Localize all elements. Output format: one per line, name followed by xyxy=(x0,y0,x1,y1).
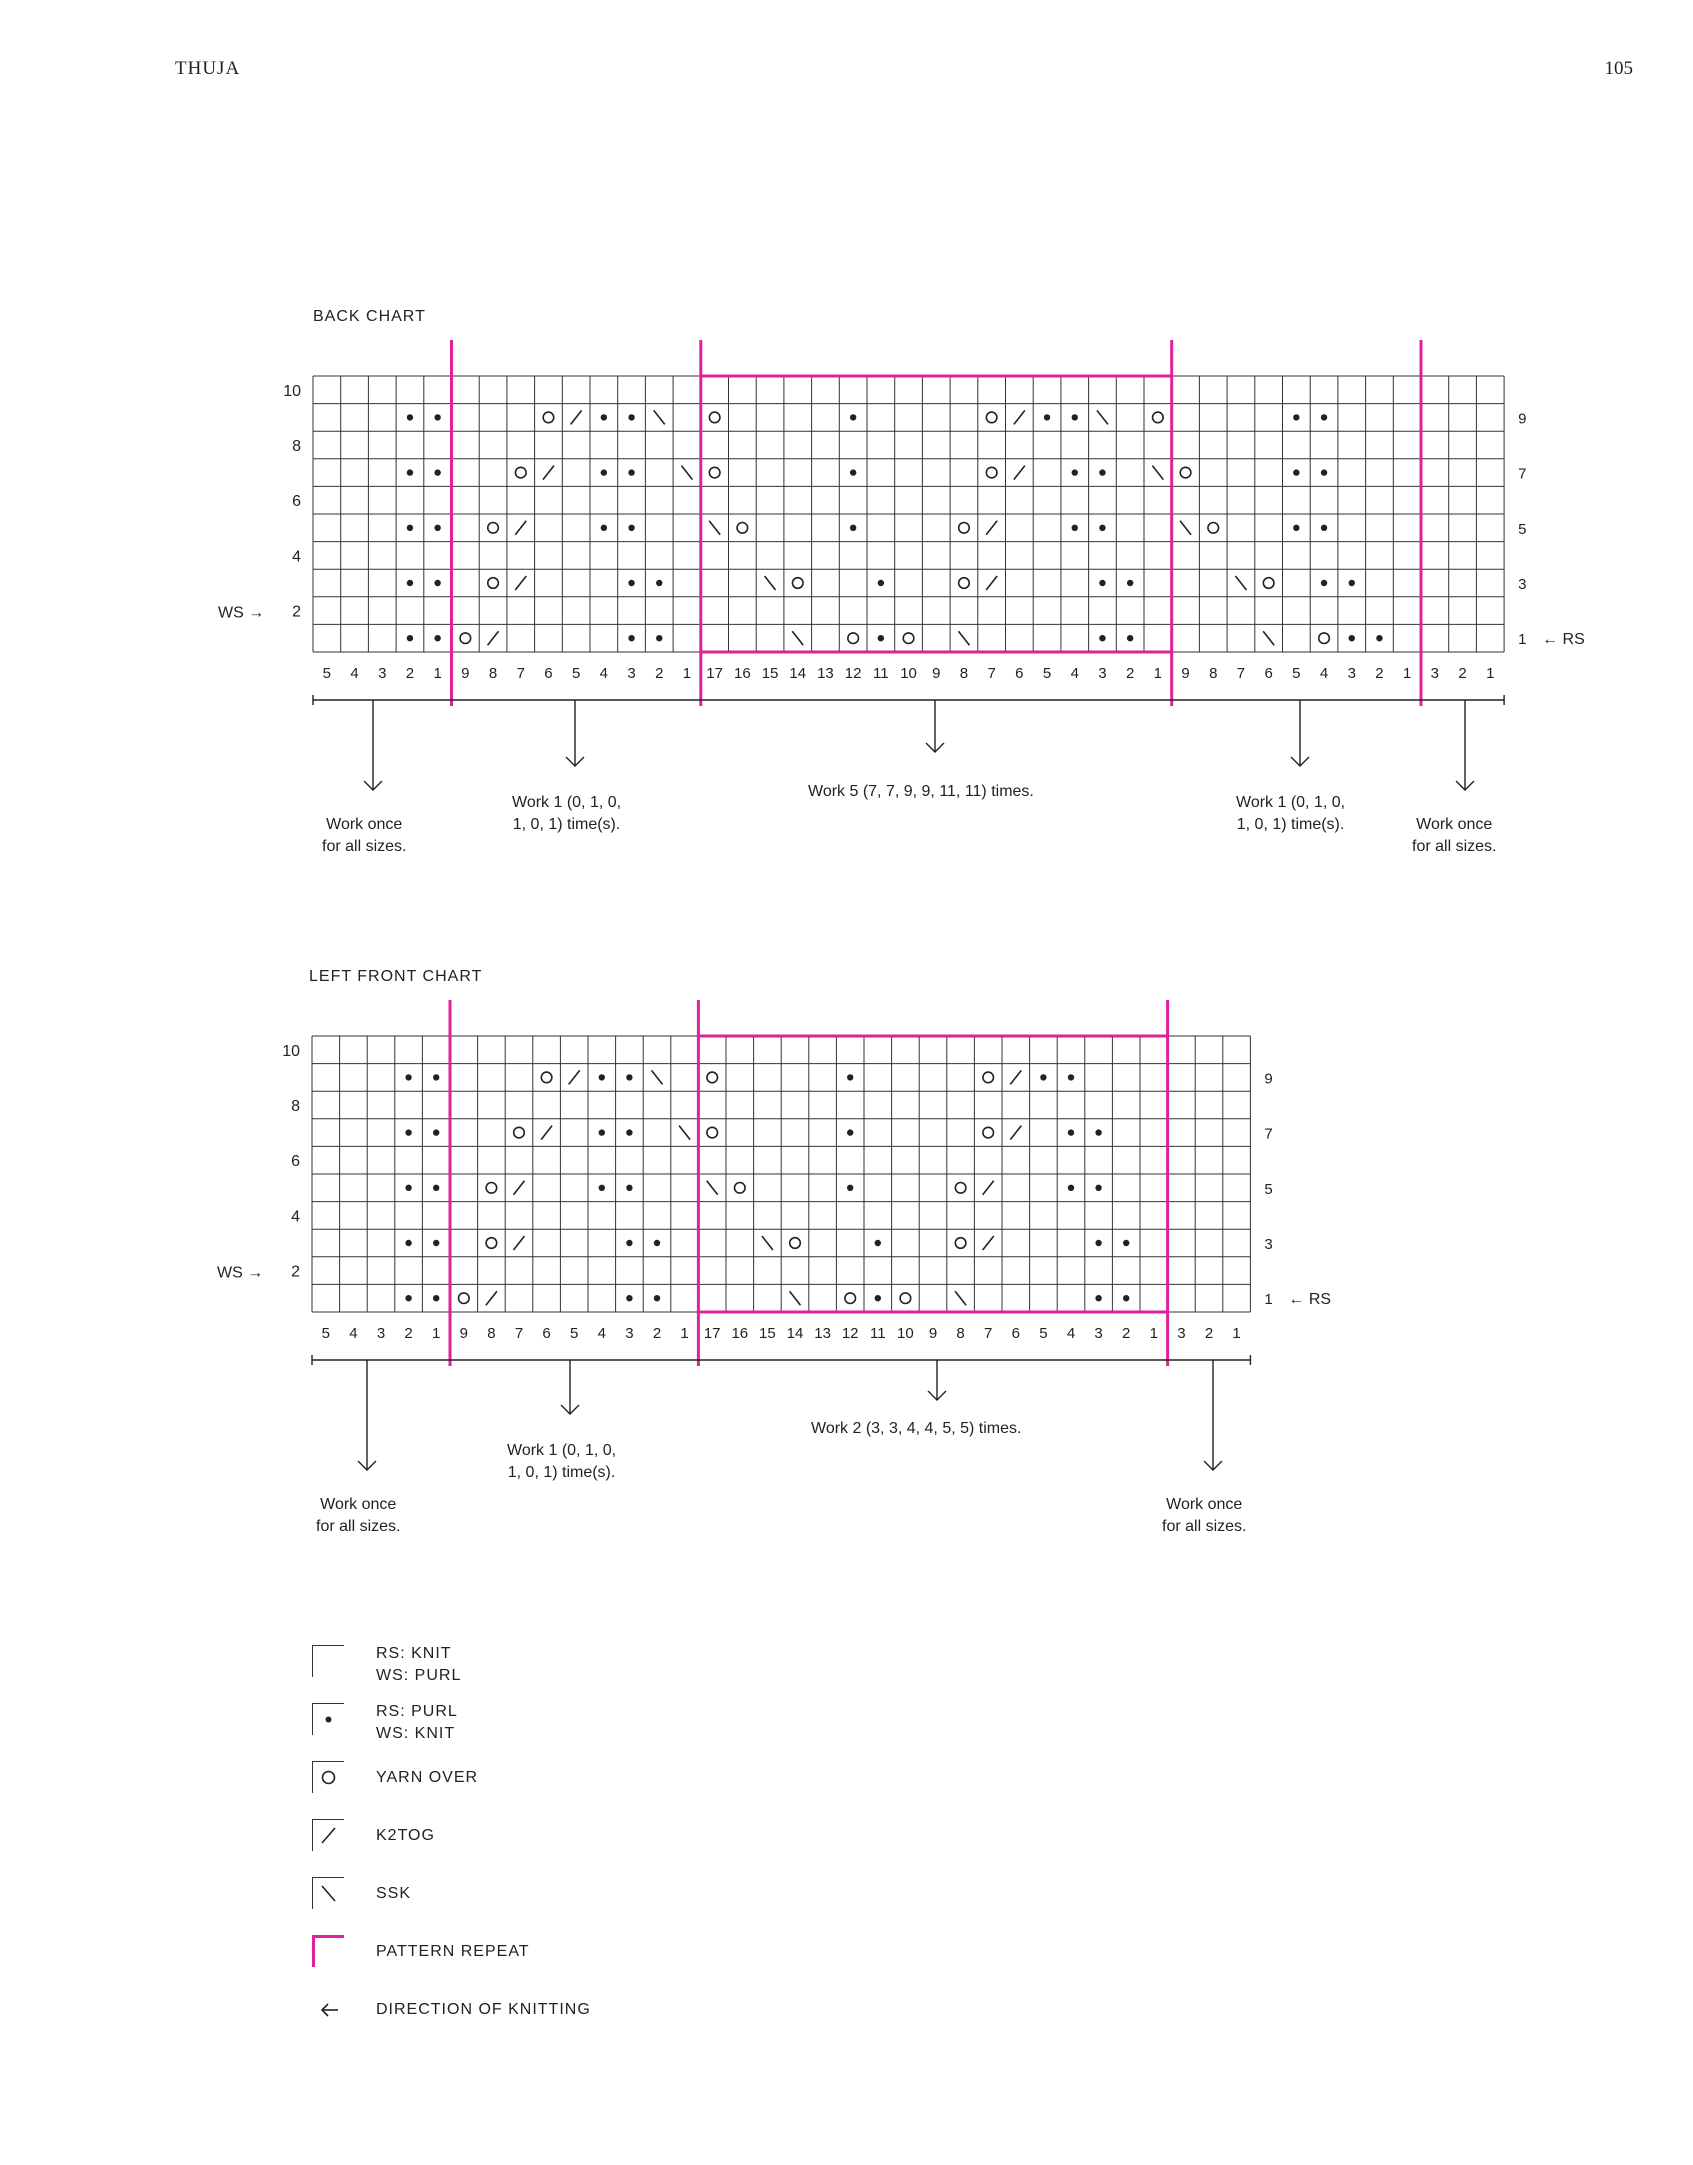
purl-stitch xyxy=(626,1129,632,1135)
purl-stitch xyxy=(1095,1240,1101,1246)
column-number: 4 xyxy=(597,1325,606,1342)
column-number: 1 xyxy=(1153,665,1163,682)
yarn-over-stitch xyxy=(486,1183,497,1194)
yarn-over-stitch xyxy=(792,578,803,589)
column-number: 3 xyxy=(625,1325,634,1342)
row-number: 4 xyxy=(292,548,301,566)
column-number: 9 xyxy=(1181,665,1190,682)
purl-stitch xyxy=(1099,580,1105,586)
back-note-right-panel: Work 1 (0, 1, 0, 1, 0, 1) time(s). xyxy=(1236,794,1346,833)
book-title: THUJA xyxy=(175,58,241,79)
purl-stitch xyxy=(434,414,440,420)
arrow-left-icon xyxy=(312,1993,344,2025)
ws-direction-label: WS → xyxy=(217,1264,264,1282)
column-number: 10 xyxy=(897,1325,914,1342)
purl-stitch xyxy=(1321,469,1327,475)
yarn-over-stitch xyxy=(459,1293,470,1304)
rs-direction-label: ← RS xyxy=(1542,631,1585,649)
column-number: 11 xyxy=(870,1325,886,1342)
column-number: 8 xyxy=(488,665,498,682)
yarn-over-stitch xyxy=(903,633,914,644)
purl-stitch xyxy=(654,1295,660,1301)
column-number: 5 xyxy=(321,1325,330,1342)
column-number: 3 xyxy=(1177,1325,1186,1342)
legend-k2tog-label: K2TOG xyxy=(376,1827,435,1844)
row-number: 4 xyxy=(291,1208,300,1226)
k2tog-stitch xyxy=(515,576,526,590)
purl-stitch xyxy=(1040,1074,1046,1080)
row-number: 7 xyxy=(1518,465,1527,483)
k2tog-stitch xyxy=(986,576,997,590)
purl-stitch xyxy=(1072,469,1078,475)
purl-stitch xyxy=(847,1129,853,1135)
purl-stitch xyxy=(1072,525,1078,531)
purl-stitch xyxy=(626,1074,632,1080)
legend-pattern-repeat-label: PATTERN REPEAT xyxy=(376,1943,530,1960)
purl-stitch xyxy=(1095,1295,1101,1301)
left-front-chart-title: LEFT FRONT CHART xyxy=(309,968,483,985)
column-number: 6 xyxy=(1264,665,1273,682)
column-number: 15 xyxy=(761,665,779,682)
ssk-stitch xyxy=(792,631,803,645)
column-number: 1 xyxy=(680,1325,689,1342)
column-number: 9 xyxy=(932,665,941,682)
ws-direction-label: WS → xyxy=(218,604,265,622)
column-number: 17 xyxy=(703,1325,721,1342)
k2tog-stitch xyxy=(569,1070,580,1084)
yarn-over-stitch xyxy=(515,467,526,478)
column-number: 2 xyxy=(1458,665,1467,682)
column-number: 14 xyxy=(789,665,807,682)
row-number: 10 xyxy=(282,1042,300,1060)
purl-stitch xyxy=(1321,580,1327,586)
k2tog-symbol-icon xyxy=(312,1819,344,1851)
column-number: 4 xyxy=(1319,665,1329,682)
row-number: 1 xyxy=(1518,631,1527,649)
legend-yarn-over-label: YARN OVER xyxy=(376,1769,479,1786)
purl-stitch xyxy=(847,1074,853,1080)
ssk-stitch xyxy=(1097,410,1108,424)
yarn-over-stitch xyxy=(486,1238,497,1249)
purl-stitch xyxy=(875,1240,881,1246)
purl-stitch xyxy=(599,1185,605,1191)
k2tog-stitch xyxy=(986,521,997,535)
column-number: 1 xyxy=(682,665,692,682)
column-number: 5 xyxy=(571,665,581,682)
column-number: 3 xyxy=(1094,1325,1103,1342)
column-number: 13 xyxy=(814,1325,831,1342)
purl-stitch xyxy=(1349,635,1355,641)
yarn-over-stitch xyxy=(735,1183,746,1194)
purl-stitch xyxy=(626,1185,632,1191)
purl-stitch xyxy=(1068,1074,1074,1080)
purl-stitch xyxy=(1127,580,1133,586)
left-front-chart-grid xyxy=(0,1000,1693,1342)
purl-stitch xyxy=(407,469,413,475)
column-number: 16 xyxy=(731,1325,749,1342)
ssk-stitch xyxy=(955,1291,966,1305)
k2tog-stitch xyxy=(514,1236,525,1250)
front-note-edge-right: Work once for all sizes. xyxy=(1162,1496,1247,1535)
yarn-over-stitch xyxy=(488,578,499,589)
yarn-over-stitch xyxy=(955,1238,966,1249)
column-number: 2 xyxy=(404,1325,413,1342)
purl-stitch xyxy=(433,1185,439,1191)
column-number: 3 xyxy=(1430,665,1440,682)
yarn-over-stitch xyxy=(1153,412,1164,423)
column-number: 3 xyxy=(627,665,636,682)
legend-ssk-label: SSK xyxy=(376,1885,412,1902)
purl-stitch xyxy=(850,525,856,531)
column-number: 1 xyxy=(1232,1325,1241,1342)
column-number: 10 xyxy=(900,665,917,682)
purl-stitch xyxy=(1099,635,1105,641)
yarn-over-stitch xyxy=(709,412,720,423)
ssk-stitch xyxy=(765,576,776,590)
purl-stitch xyxy=(1072,414,1078,420)
yarn-over-stitch xyxy=(955,1183,966,1194)
purl-stitch xyxy=(434,580,440,586)
column-number: 5 xyxy=(570,1325,579,1342)
column-number: 2 xyxy=(1204,1325,1214,1342)
purl-stitch xyxy=(433,1074,439,1080)
purl-stitch xyxy=(433,1295,439,1301)
column-number: 2 xyxy=(655,665,664,682)
purl-stitch xyxy=(407,580,413,586)
ssk-stitch xyxy=(1152,466,1163,480)
yarn-over-stitch xyxy=(514,1127,525,1138)
column-number: 2 xyxy=(405,665,415,682)
column-number: 9 xyxy=(928,1325,938,1342)
purl-stitch xyxy=(1321,525,1327,531)
purl-stitch xyxy=(407,414,413,420)
row-number: 5 xyxy=(1518,520,1527,538)
purl-stitch xyxy=(1376,635,1382,641)
row-number: 9 xyxy=(1518,410,1527,428)
column-number: 1 xyxy=(1486,665,1495,682)
purl-stitch xyxy=(434,525,440,531)
column-number: 2 xyxy=(1125,665,1135,682)
purl-stitch xyxy=(850,414,856,420)
back-note-edge-right: Work once for all sizes. xyxy=(1412,816,1497,855)
purl-stitch xyxy=(654,1240,660,1246)
row-number: 3 xyxy=(1518,576,1527,593)
purl-stitch xyxy=(1068,1185,1074,1191)
purl-stitch xyxy=(405,1295,411,1301)
purl-stitch xyxy=(1127,635,1133,641)
back-note-edge-left: Work once for all sizes. xyxy=(322,816,407,855)
column-number: 6 xyxy=(542,1325,551,1342)
column-number: 4 xyxy=(599,665,609,682)
ssk-stitch xyxy=(707,1181,718,1195)
yarn-over-stitch xyxy=(1180,467,1191,478)
column-number: 1 xyxy=(432,1325,441,1342)
purl-stitch xyxy=(405,1240,411,1246)
legend-purl-label: RS: PURL WS: KNIT xyxy=(376,1703,458,1742)
column-number: 6 xyxy=(544,665,553,682)
row-number: 3 xyxy=(1264,1236,1273,1253)
yarn-over-stitch xyxy=(845,1293,856,1304)
column-number: 7 xyxy=(984,1325,993,1342)
yarn-over-stitch xyxy=(707,1072,718,1083)
row-number: 7 xyxy=(1264,1125,1273,1143)
purl-stitch xyxy=(1293,469,1299,475)
k2tog-stitch xyxy=(515,521,526,535)
yarn-over-stitch xyxy=(1319,633,1330,644)
k2tog-stitch xyxy=(983,1236,994,1250)
row-number: 6 xyxy=(291,1153,300,1171)
purl-stitch xyxy=(407,525,413,531)
purl-stitch xyxy=(628,414,634,420)
k2tog-stitch xyxy=(543,466,554,480)
k2tog-stitch xyxy=(486,1291,497,1305)
k2tog-stitch xyxy=(571,410,582,424)
yarn-over-stitch xyxy=(983,1127,994,1138)
yarn-over-stitch xyxy=(790,1238,801,1249)
stitch-grid xyxy=(312,1036,1250,1312)
column-number: 4 xyxy=(1070,665,1079,682)
column-number: 4 xyxy=(350,665,359,682)
ssk-stitch xyxy=(679,1126,690,1140)
purl-stitch xyxy=(601,469,607,475)
back-chart-title: BACK CHART xyxy=(313,308,426,325)
ssk-stitch xyxy=(681,466,692,480)
back-note-left-panel: Work 1 (0, 1, 0, 1, 0, 1) time(s). xyxy=(512,794,622,833)
purl-stitch xyxy=(626,1240,632,1246)
purl-stitch xyxy=(599,1129,605,1135)
front-note-left-panel: Work 1 (0, 1, 0, 1, 0, 1) time(s). xyxy=(507,1442,617,1481)
column-number: 4 xyxy=(349,1325,358,1342)
purl-stitch xyxy=(601,414,607,420)
ssk-stitch xyxy=(958,631,969,645)
row-number: 8 xyxy=(292,438,301,455)
yarn-over-stitch xyxy=(986,412,997,423)
purl-stitch xyxy=(407,635,413,641)
purl-stitch xyxy=(878,580,884,586)
ssk-stitch xyxy=(709,521,720,535)
pattern-repeat-markers xyxy=(452,340,1422,706)
purl-stitch xyxy=(405,1185,411,1191)
yarn-over-stitch xyxy=(1208,523,1219,534)
k2tog-stitch xyxy=(541,1126,552,1140)
column-number: 2 xyxy=(1375,665,1384,682)
stitch-grid xyxy=(313,376,1504,652)
column-number: 5 xyxy=(322,665,332,682)
purl-stitch xyxy=(628,580,634,586)
rs-direction-label: ← RS xyxy=(1288,1291,1332,1309)
yarn-over-stitch xyxy=(1263,578,1274,589)
row-number: 2 xyxy=(292,603,301,621)
yarn-over-stitch xyxy=(900,1293,911,1304)
yarn-over-stitch xyxy=(488,523,499,534)
purl-stitch xyxy=(405,1074,411,1080)
purl-stitch xyxy=(656,580,662,586)
column-number: 8 xyxy=(956,1325,965,1342)
legend-knit-label: RS: KNIT WS: PURL xyxy=(376,1645,462,1684)
purl-stitch xyxy=(1293,414,1299,420)
column-number: 7 xyxy=(1236,665,1246,682)
purl-stitch xyxy=(878,635,884,641)
purl-stitch xyxy=(628,469,634,475)
column-number: 8 xyxy=(487,1325,496,1342)
column-number: 1 xyxy=(1402,665,1412,682)
purl-stitch xyxy=(1349,580,1355,586)
purl-stitch xyxy=(405,1129,411,1135)
row-number: 5 xyxy=(1264,1180,1273,1198)
row-number: 6 xyxy=(292,493,301,511)
column-number: 5 xyxy=(1042,665,1052,682)
row-number: 2 xyxy=(291,1263,300,1281)
purl-stitch xyxy=(628,525,634,531)
column-number: 11 xyxy=(873,665,889,682)
yarn-over-symbol-icon xyxy=(312,1761,344,1793)
purl-stitch xyxy=(1123,1295,1129,1301)
ssk-stitch xyxy=(1263,631,1274,645)
k2tog-stitch xyxy=(1014,466,1025,480)
pattern-repeat-symbol-icon xyxy=(312,1935,344,1967)
purl-stitch xyxy=(626,1295,632,1301)
ssk-stitch xyxy=(1235,576,1246,590)
purl-stitch xyxy=(434,469,440,475)
column-number: 5 xyxy=(1292,665,1301,682)
column-number: 1 xyxy=(1149,1325,1158,1342)
k2tog-stitch xyxy=(1010,1126,1021,1140)
purl-stitch xyxy=(1321,414,1327,420)
purl-stitch xyxy=(656,635,662,641)
yarn-over-stitch xyxy=(707,1127,718,1138)
purl-stitch xyxy=(847,1185,853,1191)
column-number: 9 xyxy=(459,1325,468,1342)
purl-stitch xyxy=(1123,1240,1129,1246)
column-number: 8 xyxy=(959,665,969,682)
k2tog-stitch xyxy=(488,631,499,645)
yarn-over-stitch xyxy=(737,523,748,534)
column-number: 1 xyxy=(433,665,442,682)
ssk-symbol-icon xyxy=(312,1877,344,1909)
front-note-edge-left: Work once for all sizes. xyxy=(316,1496,401,1535)
back-chart-grid xyxy=(0,340,1693,682)
purl-stitch xyxy=(1095,1185,1101,1191)
purl-stitch xyxy=(1044,414,1050,420)
row-number: 10 xyxy=(283,382,301,400)
purl-stitch xyxy=(628,635,634,641)
legend-direction-label: DIRECTION OF KNITTING xyxy=(376,2001,591,2018)
purl-symbol-icon xyxy=(312,1703,344,1735)
row-number: 9 xyxy=(1264,1070,1273,1088)
column-number: 3 xyxy=(1347,665,1356,682)
column-number: 4 xyxy=(1066,1325,1076,1342)
column-number: 7 xyxy=(514,1325,524,1342)
yarn-over-stitch xyxy=(959,578,970,589)
k2tog-stitch xyxy=(514,1181,525,1195)
purl-stitch xyxy=(850,469,856,475)
purl-stitch xyxy=(1293,525,1299,531)
column-number: 6 xyxy=(1015,665,1024,682)
column-number: 2 xyxy=(652,1325,662,1342)
row-number: 8 xyxy=(291,1098,300,1115)
purl-stitch xyxy=(1095,1129,1101,1135)
yarn-over-stitch xyxy=(709,467,720,478)
yarn-over-stitch xyxy=(541,1072,552,1083)
back-note-repeat: Work 5 (7, 7, 9, 9, 11, 11) times. xyxy=(808,783,1034,800)
purl-stitch xyxy=(1099,469,1105,475)
ssk-stitch xyxy=(1180,521,1191,535)
knit-symbol-icon xyxy=(312,1645,344,1677)
column-number: 15 xyxy=(759,1325,776,1342)
column-number: 2 xyxy=(1122,1325,1131,1342)
column-number: 17 xyxy=(706,665,723,682)
yarn-over-stitch xyxy=(986,467,997,478)
column-number: 8 xyxy=(1209,665,1218,682)
purl-stitch xyxy=(433,1129,439,1135)
purl-stitch xyxy=(599,1074,605,1080)
column-number: 5 xyxy=(1039,1325,1048,1342)
column-number: 7 xyxy=(987,665,996,682)
column-number: 7 xyxy=(516,665,525,682)
page-number: 105 xyxy=(1604,58,1633,79)
column-number: 14 xyxy=(786,1325,804,1342)
column-number: 12 xyxy=(841,1325,859,1342)
column-number: 12 xyxy=(844,665,862,682)
column-number: 3 xyxy=(1098,665,1107,682)
purl-stitch xyxy=(1099,525,1105,531)
column-number: 6 xyxy=(1011,1325,1020,1342)
ssk-stitch xyxy=(762,1236,773,1250)
purl-stitch xyxy=(434,635,440,641)
column-number: 9 xyxy=(461,665,470,682)
yarn-over-stitch xyxy=(983,1072,994,1083)
yarn-over-stitch xyxy=(959,523,970,534)
yarn-over-stitch xyxy=(848,633,859,644)
column-number: 13 xyxy=(817,665,834,682)
purl-stitch xyxy=(875,1295,881,1301)
k2tog-stitch xyxy=(1014,410,1025,424)
purl-stitch xyxy=(601,525,607,531)
purl-stitch xyxy=(1068,1129,1074,1135)
yarn-over-stitch xyxy=(543,412,554,423)
column-number: 3 xyxy=(378,665,387,682)
column-number: 3 xyxy=(376,1325,386,1342)
column-number: 16 xyxy=(734,665,751,682)
k2tog-stitch xyxy=(1010,1070,1021,1084)
ssk-stitch xyxy=(654,410,665,424)
ssk-stitch xyxy=(652,1070,663,1084)
yarn-over-stitch xyxy=(460,633,471,644)
purl-stitch xyxy=(433,1240,439,1246)
front-note-repeat: Work 2 (3, 3, 4, 4, 5, 5) times. xyxy=(811,1420,1022,1437)
ssk-stitch xyxy=(790,1291,801,1305)
k2tog-stitch xyxy=(983,1181,994,1195)
row-number: 1 xyxy=(1264,1291,1273,1309)
